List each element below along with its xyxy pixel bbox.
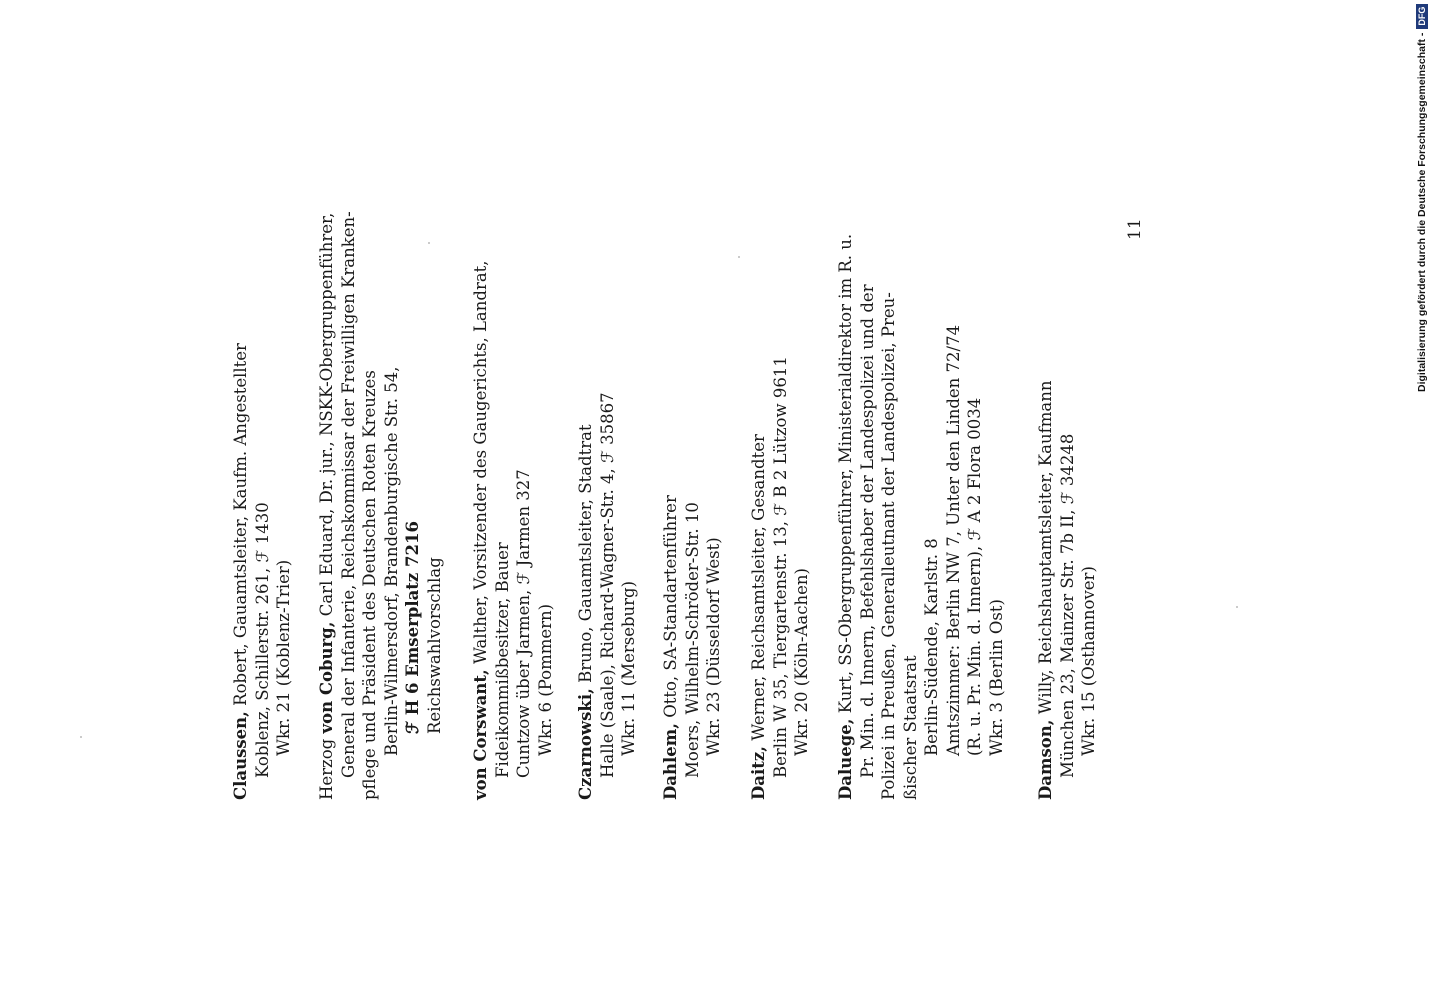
entry-address: Halle (Saale), Richard-Wagner-Str. 4, ℱ 35867 — [597, 392, 617, 778]
entry-text: Carl Eduard, Dr. jur., NSKK-Obergruppenführer, — [317, 212, 336, 622]
entry-line: ßischer Staatsrat — [900, 655, 920, 800]
entry-dahlem — [660, 140, 725, 800]
entry-line: Pr. Min. d. Innern, Befehlshaber der Landespolizei und der — [857, 284, 877, 778]
entry-name: Daitz, — [749, 745, 768, 800]
entry-line — [316, 140, 338, 800]
entry-name: Czarnowski, — [576, 688, 595, 800]
entry-line — [470, 140, 492, 800]
document-page — [230, 140, 1150, 800]
scan-speck — [428, 242, 430, 244]
entry-line: pflege und Präsident des Deutschen Roten Kreuzes — [360, 370, 379, 800]
entry-damson — [1035, 140, 1100, 800]
entry-district: Wkr. 6 (Pommern) — [535, 603, 555, 756]
entry-address: Cuntzow über Jarmen, ℱ Jarmen 327 — [514, 469, 533, 778]
entry-address: Moers, Wilhelm-Schröder-Str. 10 — [682, 502, 702, 778]
entry-line — [575, 140, 597, 800]
entry-office: Amtszimmer: Berlin NW 7, Unter den Linden 72/74 — [943, 324, 963, 756]
dfg-logo: DFG — [1416, 4, 1428, 29]
entry-text: Kurt, SS-Obergruppenführer, Ministerialdirektor im R. u. — [836, 233, 855, 719]
entry-line — [1035, 140, 1057, 800]
entry-district: Wkr. 20 (Köln-Aachen) — [792, 568, 811, 756]
entry-phone: ℱ H 6 Emserplatz 7216 — [403, 521, 422, 734]
entry-daluege — [835, 140, 1007, 800]
entry-address: München 23, Mainzer Str. 7b II, ℱ 34248 — [1057, 433, 1077, 778]
entry-district: Wkr. 21 (Koblenz-Trier) — [274, 559, 293, 756]
entry-text: Otto, SA-Standartenführer — [661, 495, 680, 724]
entry-text: Bruno, Gauamtsleiter, Stadtrat — [576, 424, 595, 689]
entry-name: Daluege, — [836, 718, 855, 800]
entry-name: von Corswant, — [471, 669, 490, 800]
entry-text: Werner, Reichsamtsleiter, Gesandter — [749, 434, 768, 746]
entry-von-coburg — [316, 140, 445, 800]
entry-name: von Coburg, — [317, 621, 336, 734]
notice-text: Digitalisierung gefördert durch die Deutsche Forschungsgemeinschaft - — [1416, 32, 1428, 392]
entry-district: Wkr. 11 (Merseburg) — [619, 580, 638, 756]
entry-daitz — [748, 140, 813, 800]
entry-line — [748, 140, 770, 800]
entry-czarnowski — [575, 140, 640, 800]
entry-text: Willy, Reichshauptamtsleiter, Kaufmann — [1036, 380, 1055, 720]
entry-line: Fideikommißbesitzer, Bauer — [492, 542, 512, 778]
entry-line: Polizei in Preußen, Generalleutnant der Landespolizei, Preu- — [879, 292, 898, 800]
entry-prefix: Herzog — [317, 733, 336, 800]
scan-speck — [80, 736, 82, 738]
entry-address: Berlin-Südende, Karlstr. 8 — [922, 538, 941, 756]
entry-district: Wkr. 3 (Berlin Ost) — [986, 599, 1006, 756]
entry-text: Walther, Vorsitzender des Gaugerichts, Landrat, — [471, 260, 490, 670]
entry-line: General der Infanterie, Reichskommissar der Freiwilligen Kranken- — [338, 211, 358, 778]
entry-district: Wkr. 23 (Düsseldorf West) — [704, 537, 723, 756]
entry-name: Damson, — [1036, 719, 1055, 800]
entry-line — [230, 140, 252, 800]
entry-line — [835, 140, 857, 800]
entry-address: Koblenz, Schillerstr. 261, ℱ 1430 — [252, 502, 272, 778]
entry-district: Reichswahlvorschlag — [424, 557, 444, 734]
entry-text: Robert, Gauamtsleiter, Kaufm. Angestellter — [231, 343, 250, 712]
entry-name: Claussen, — [231, 711, 250, 800]
entry-name: Dahlem, — [661, 723, 680, 800]
entry-phone: (R. u. Pr. Min. d. Innern), ℱ A 2 Flora 0034 — [965, 397, 984, 756]
scan-speck — [738, 256, 740, 258]
entry-line — [660, 140, 682, 800]
page-number: 11 — [1125, 218, 1145, 240]
entry-address: Berlin W 35, Tiergartenstr. 13, ℱ B 2 Lützow 9611 — [770, 356, 790, 778]
entry-von-corswant — [470, 140, 556, 800]
entry-district: Wkr. 15 (Osthannover) — [1079, 566, 1098, 756]
scan-speck — [1236, 606, 1238, 608]
digitization-notice — [1416, 4, 1428, 392]
entry-address: Berlin-Wilmersdorf, Brandenburgische Str. 54, — [381, 366, 401, 756]
entry-claussen — [230, 140, 295, 800]
